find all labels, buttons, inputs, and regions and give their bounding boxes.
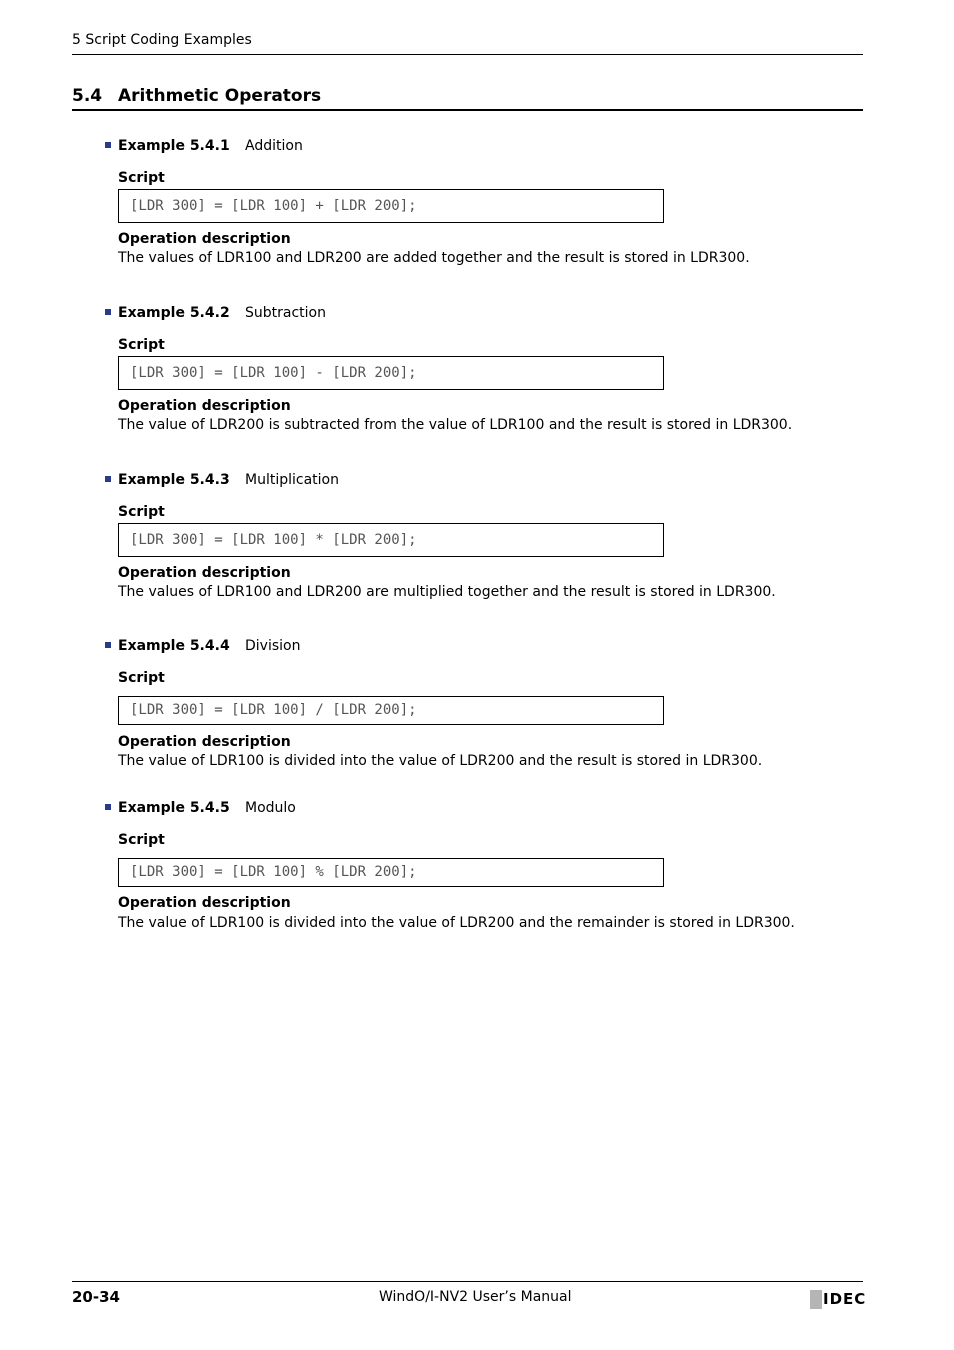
operation-description-label: Operation description [118,895,291,911]
example-heading [105,472,339,488]
example-name: Subtraction [245,305,326,321]
example-id: Example 5.4.5 [118,800,230,816]
operation-description-label: Operation description [118,734,291,750]
operation-description-label: Operation description [118,231,291,247]
square-bullet-icon [105,309,111,315]
operation-description-label: Operation description [118,565,291,581]
example-name: Division [245,638,301,654]
example-name: Addition [245,138,303,154]
code-box: [LDR 300] = [LDR 100] * [LDR 200]; [118,523,664,557]
square-bullet-icon [105,476,111,482]
square-bullet-icon [105,642,111,648]
example-name: Modulo [245,800,296,816]
operation-description: The values of LDR100 and LDR200 are multiplied together and the result is stored in LDR300. [118,584,776,600]
running-header: 5 Script Coding Examples [72,32,252,48]
footer-rule [72,1281,863,1282]
code-box: [LDR 300] = [LDR 100] - [LDR 200]; [118,356,664,390]
example-heading [105,638,300,654]
operation-description: The values of LDR100 and LDR200 are added together and the result is stored in LDR300. [118,250,750,266]
code-box: [LDR 300] = [LDR 100] / [LDR 200]; [118,696,664,725]
example-id: Example 5.4.3 [118,472,230,488]
operation-description: The value of LDR200 is subtracted from the value of LDR100 and the result is stored in LDR300. [118,417,793,433]
example-name: Multiplication [245,472,339,488]
section-title-text: Arithmetic Operators [118,86,322,106]
header-rule [72,54,863,55]
script-label: Script [118,670,165,686]
example-heading [105,305,326,321]
script-label: Script [118,832,165,848]
code-box: [LDR 300] = [LDR 100] + [LDR 200]; [118,189,664,223]
operation-description: The value of LDR100 is divided into the value of LDR200 and the remainder is stored in LDR300. [118,915,795,931]
operation-description-label: Operation description [118,398,291,414]
section-title [72,86,321,106]
logo-text: IDEC [823,1290,867,1308]
script-label: Script [118,337,165,353]
square-bullet-icon [105,804,111,810]
idec-logo [810,1290,866,1309]
script-label: Script [118,504,165,520]
code-box: [LDR 300] = [LDR 100] % [LDR 200]; [118,858,664,887]
script-label: Script [118,170,165,186]
example-id: Example 5.4.4 [118,638,230,654]
example-heading [105,800,296,816]
example-id: Example 5.4.2 [118,305,230,321]
square-bullet-icon [105,142,111,148]
example-id: Example 5.4.1 [118,138,230,154]
section-number: 5.4 [72,86,103,106]
logo-mark-icon [810,1290,822,1309]
example-heading [105,138,303,154]
operation-description: The value of LDR100 is divided into the value of LDR200 and the result is stored in LDR300. [118,753,763,769]
section-rule [72,109,863,111]
manual-title: WindO/I-NV2 User’s Manual [379,1289,572,1305]
page-number: 20-34 [72,1288,120,1306]
